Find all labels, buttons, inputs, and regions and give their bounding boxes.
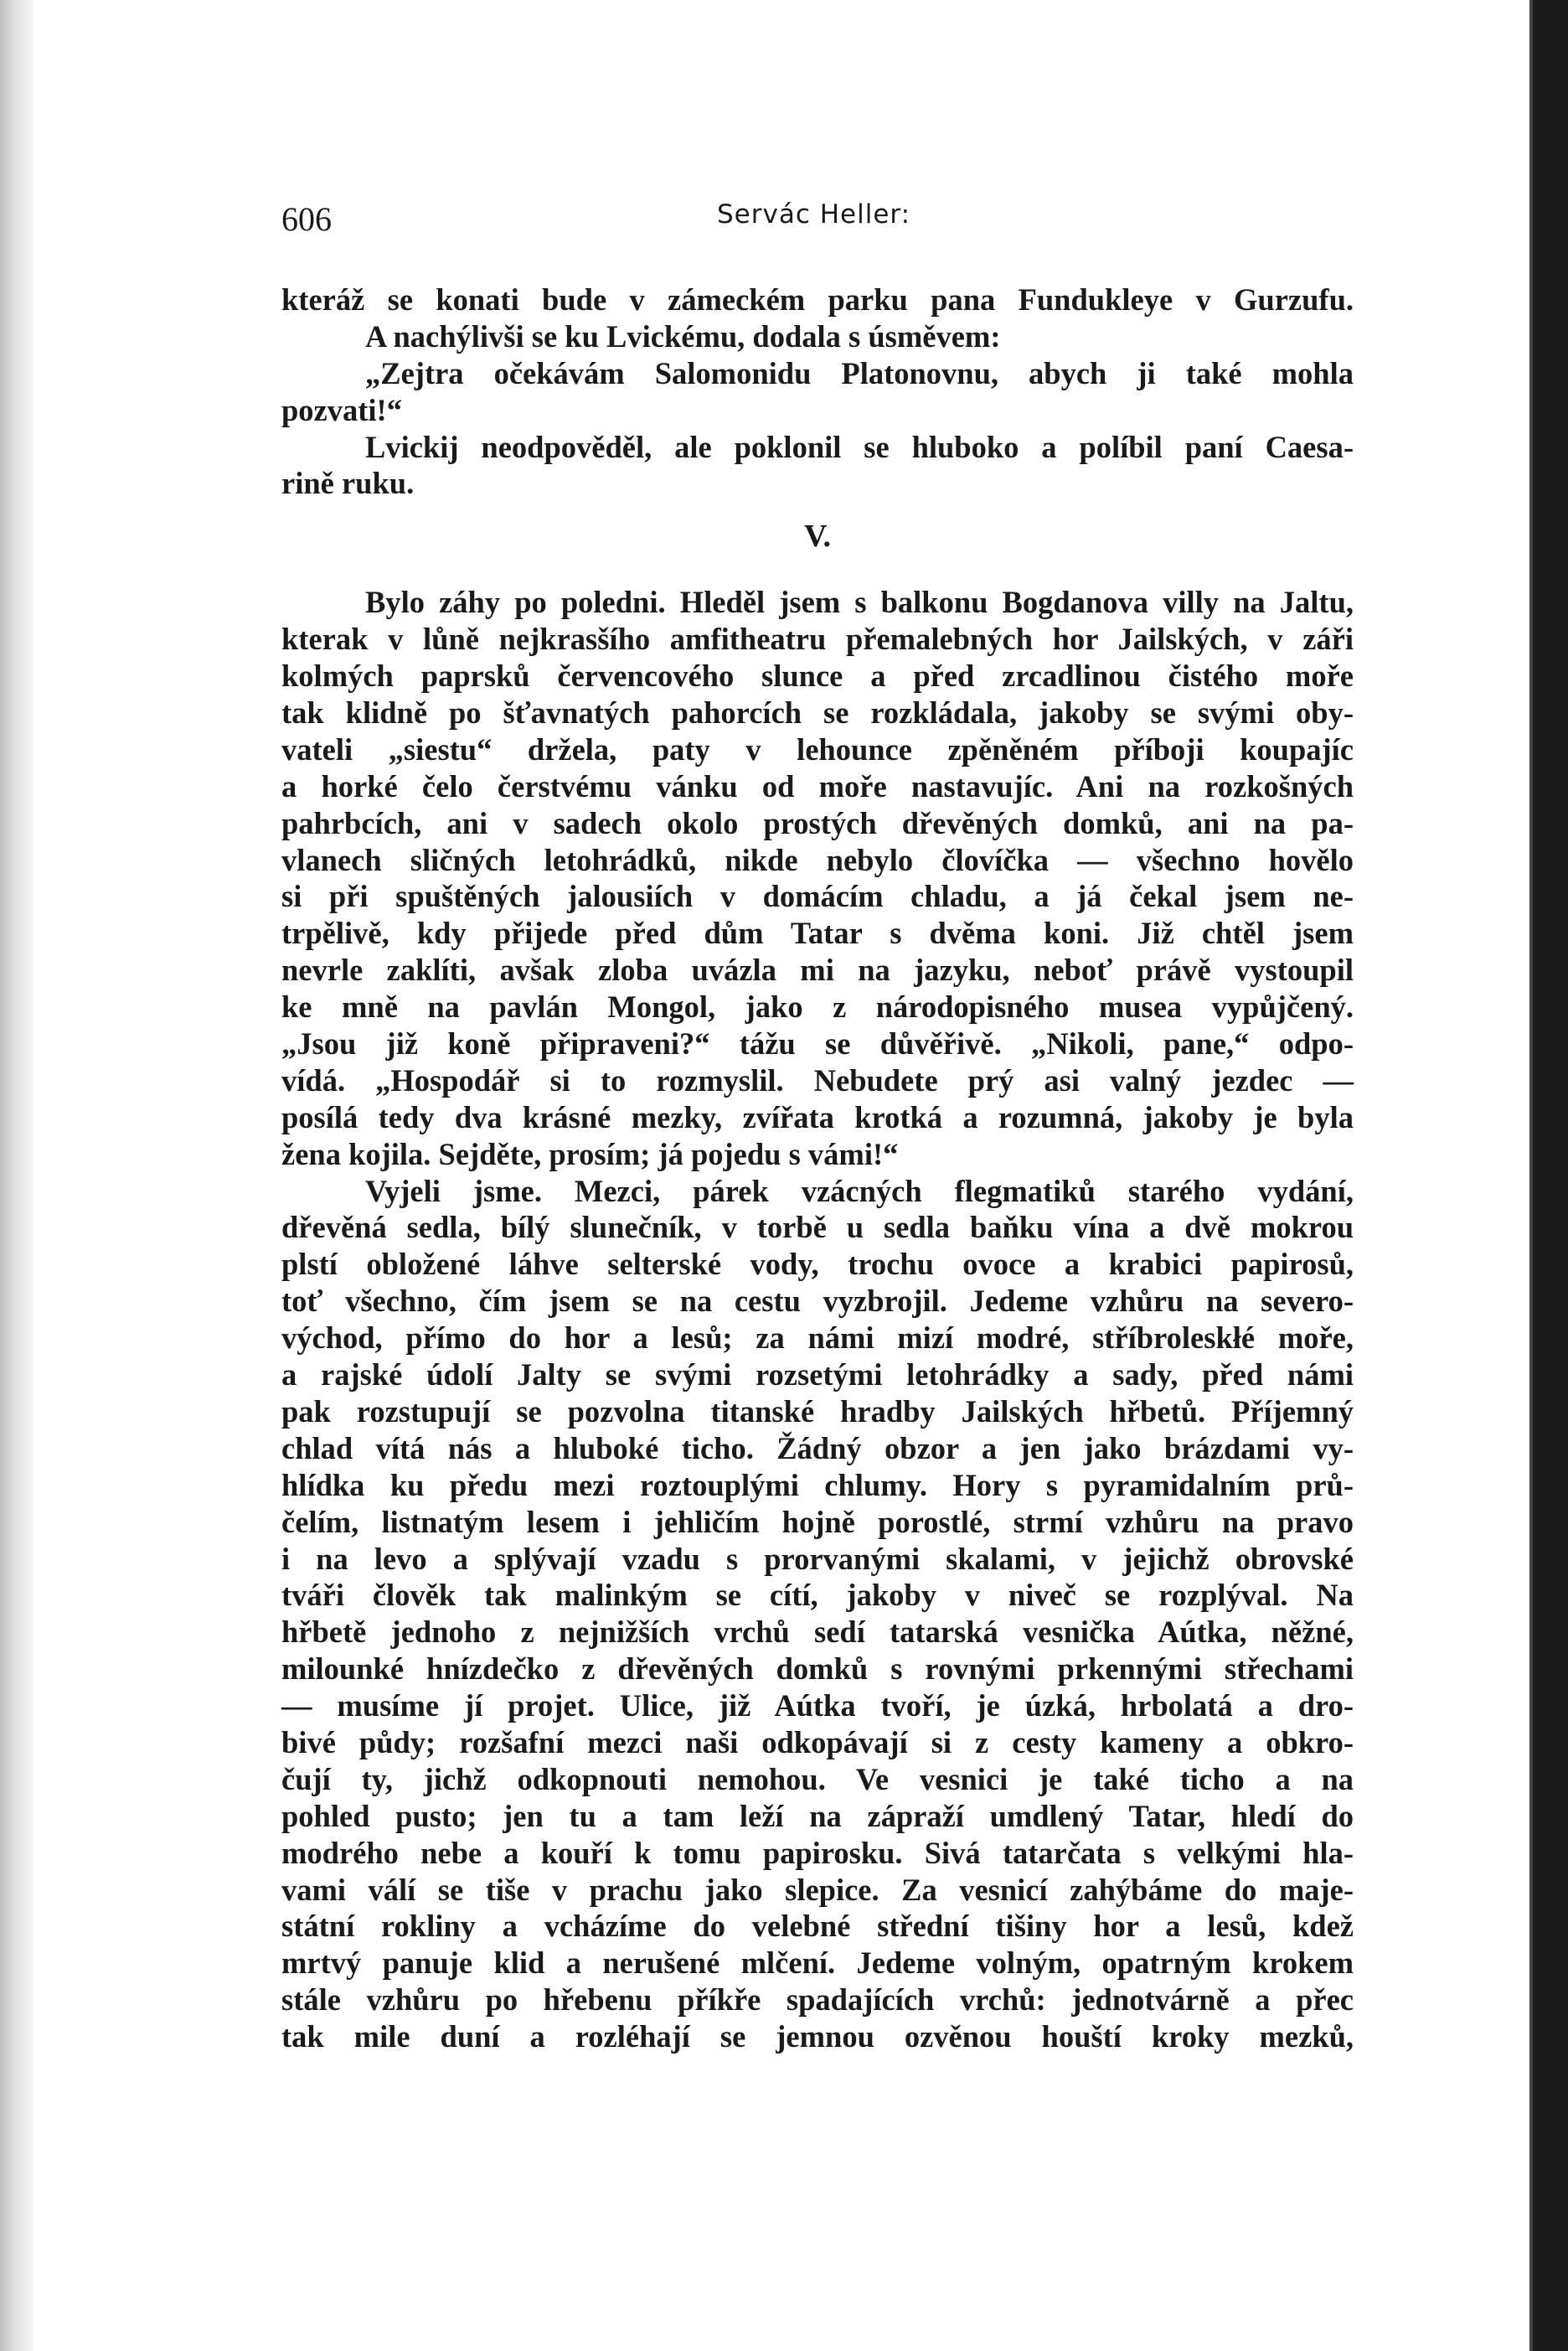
- text-line: žena kojila. Sejděte, prosím; já pojedu s vámi!“: [281, 1136, 899, 1171]
- text-line: bivé půdy; rozšafní mezci naši odkopávají si z cesty kameny a obkro-: [281, 1724, 1354, 1759]
- text-line: milounké hnízdečko z dřevěných domků s rovnými prkennými střechami: [281, 1651, 1354, 1687]
- text-line: ke mně na pavlán Mongol, jako z národopisného musea vypůjčený.: [281, 989, 1354, 1025]
- chapter-heading: V.: [803, 519, 832, 555]
- text-line: pak rozstupují se pozvolna titanské hradby Jailských hřbetů. Příjemný: [281, 1393, 1354, 1429]
- text-line: hlídka ku předu mezi roztouplými chlumy. Hory s pyramidalním prů-: [281, 1467, 1354, 1502]
- text-line: „Zejtra očekávám Salomonidu Platonovnu, abych ji také mohla: [365, 355, 1354, 390]
- text-line: stále vzhůru po hřebenu příkře spadajících vrchů: jednotvárně a přec: [281, 1982, 1354, 2018]
- text-line: vateli „siestu“ držela, paty v lehounce zpěněném příboji koupajíc: [281, 731, 1354, 767]
- text-line: A nachýlivši se ku Lvickému, dodala s úsměvem:: [365, 318, 1001, 354]
- text-line: pohled pusto; jen tu a tam leží na zápraží umdlený Tatar, hledí do: [281, 1798, 1354, 1833]
- page-number: 606: [281, 200, 332, 238]
- text-line: vídá. „Hospodář si to rozmyslil. Nebudete prý asi valný jezdec —: [281, 1062, 1354, 1098]
- page-edge-line: [1529, 0, 1533, 2351]
- text-line: i na levo a splývají vzadu s prorvanými skalami, v jejichž obrovské: [281, 1541, 1354, 1576]
- book-page: [281, 194, 1354, 2055]
- text-line: hřbetě jednoho z nejnižších vrchů sedí tatarská vesnička Aútka, něžné,: [281, 1615, 1354, 1650]
- page-edge-right: [1529, 0, 1568, 2351]
- text-line: čují ty, jichž odkopnouti nemohou. Ve vesnici je také ticho a na: [281, 1761, 1354, 1796]
- text-line: dřevěná sedla, bílý slunečník, v torbě u sedla baňku vína a dvě mokrou: [281, 1210, 1354, 1245]
- text-line: tak mile duní a rozléhají se jemnou ozvěnou houští kroky mezků,: [281, 2019, 1354, 2054]
- text-line: toť všechno, čím jsem se na cestu vyzbrojil. Jedeme vzhůru na severo-: [281, 1284, 1354, 1319]
- text-line: vami válí se tiše v prachu jako slepice. Za vesnicí zahýbáme do maje-: [281, 1872, 1354, 1907]
- text-line: a horké čelo čerstvému vánku od moře nastavujíc. Ani na rozkošných: [281, 768, 1354, 803]
- text-line: kteráž se konati bude v zámeckém parku pana Fundukleye v Gurzufu.: [281, 282, 1354, 317]
- running-head: [281, 194, 1354, 248]
- body-text: [281, 282, 1354, 2055]
- text-line: tváři člověk tak malinkým se cítí, jakoby v niveč se rozplýval. Na: [281, 1578, 1354, 1613]
- text-line: Bylo záhy po poledni. Hleděl jsem s balkonu Bogdanova villy na Jaltu,: [365, 585, 1354, 620]
- text-line: „Jsou již koně připraveni?“ tážu se důvěřivě. „Nikoli, pane,“ odpo-: [281, 1026, 1354, 1062]
- text-line: čelím, listnatým lesem i jehličím hojně porostlé, strmí vzhůru na pravo: [281, 1504, 1354, 1539]
- text-line: modrého nebe a kouří k tomu papirosku. Sivá tatarčata s velkými hla-: [281, 1835, 1354, 1870]
- text-line: Lvickij neodpověděl, ale poklonil se hluboko a políbil paní Caesa-: [365, 429, 1354, 464]
- text-line: mrtvý panuje klid a nerušené mlčení. Jedeme volným, opatrným krokem: [281, 1945, 1354, 1981]
- text-line: chlad vítá nás a hluboké ticho. Žádný obzor a jen jako brázdami vy-: [281, 1430, 1354, 1465]
- text-line: trpělivě, kdy přijede před dům Tatar s dvěma koni. Již chtěl jsem: [281, 916, 1354, 951]
- text-line: kterak v lůně nejkrasšího amfitheatru přemalebných hor Jailských, v záři: [281, 622, 1354, 657]
- text-line: pozvati!“: [281, 392, 402, 427]
- text-line: rině ruku.: [281, 466, 415, 501]
- text-line: kolmých paprsků červencového slunce a před zrcadlinou čistého moře: [281, 659, 1354, 694]
- text-line: státní rokliny a vcházíme do velebné střední tišiny hor a lesů, kdež: [281, 1909, 1354, 1944]
- text-line: si při spuštěných jalousiích v domácím chladu, a já čekal jsem ne-: [281, 879, 1354, 914]
- text-line: posílá tedy dva krásné mezky, zvířata krotká a rozumná, jakoby je byla: [281, 1099, 1354, 1134]
- text-line: plstí obložené láhve selterské vody, trochu ovoce a krabici papirosů,: [281, 1247, 1354, 1282]
- text-line: a rajské údolí Jalty se svými rozsetými letohrádky a sady, před námi: [281, 1357, 1354, 1393]
- running-title: Servác Heller:: [717, 199, 911, 230]
- text-line: vlanech sličných letohrádků, nikde nebylo človíčka — všechno hovělo: [281, 842, 1354, 877]
- text-line: pahrbcích, ani v sadech okolo prostých dřevěných domků, ani na pa-: [281, 805, 1354, 840]
- text-line: Vyjeli jsme. Mezci, párek vzácných flegmatiků starého vydání,: [365, 1173, 1354, 1208]
- text-line: — musíme jí projet. Ulice, již Aútka tvoří, je úzká, hrbolatá a dro-: [281, 1688, 1354, 1723]
- text-line: východ, přímo do hor a lesů; za námi mizí modré, stříbroleskłé moře,: [281, 1320, 1354, 1356]
- scan-shadow-left: [0, 0, 34, 2351]
- text-line: tak klidně po šťavnatých pahorcích se rozkládala, jakoby se svými oby-: [281, 695, 1354, 731]
- text-line: nevrle zaklíti, avšak zloba uvázla mi na jazyku, neboť právě vystoupil: [281, 953, 1354, 988]
